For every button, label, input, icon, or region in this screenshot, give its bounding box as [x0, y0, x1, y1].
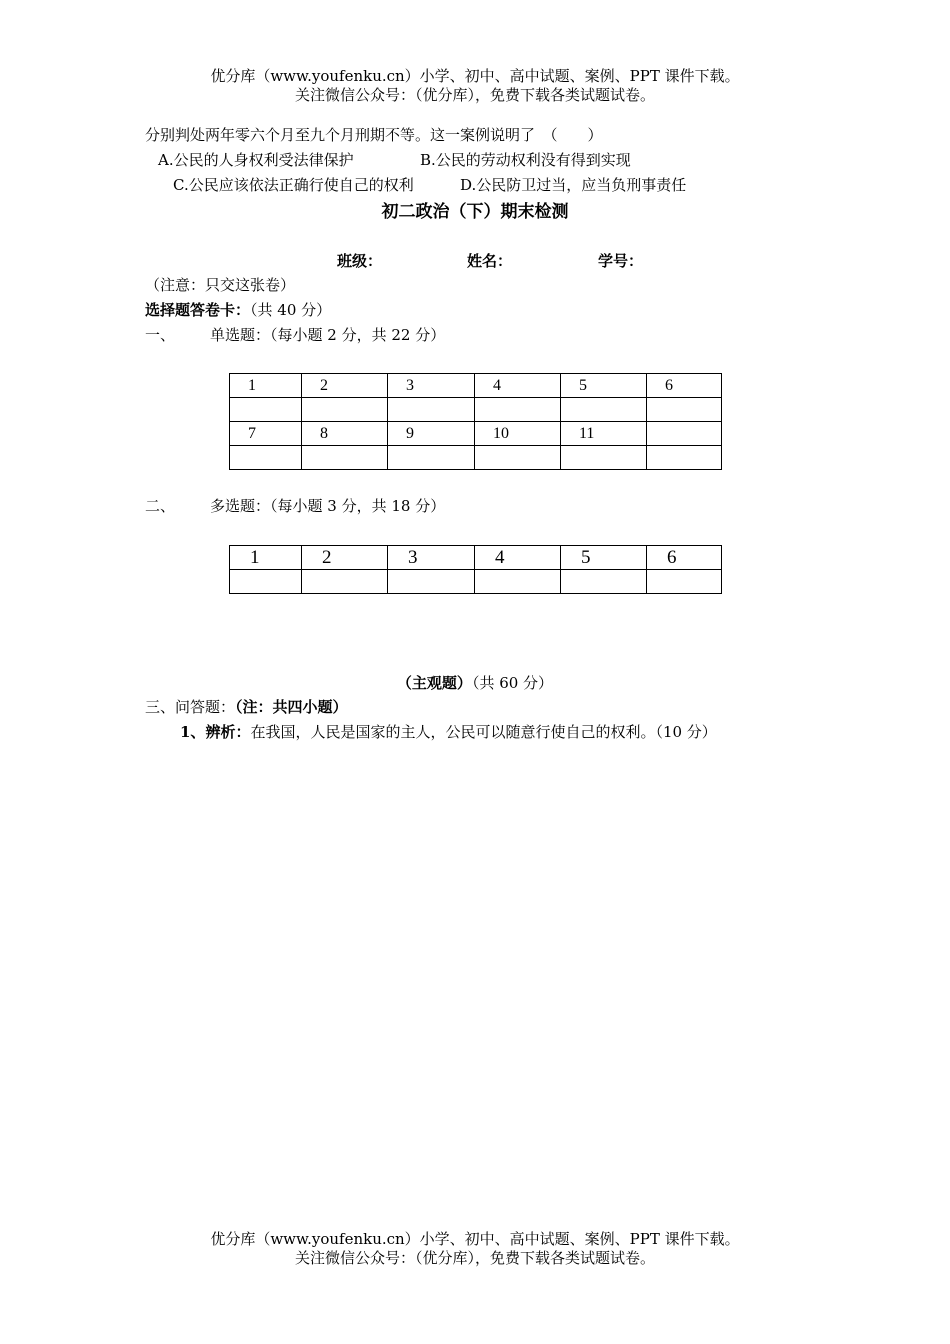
answer-card-label: 选择题答卷卡： [145, 301, 251, 319]
single-choice-heading [210, 326, 445, 344]
option-c: C.公民应该依法正确行使自己的权利 [173, 176, 414, 194]
question-number-cell: 9 [388, 422, 475, 446]
table-row [230, 374, 722, 398]
question-number-cell: 4 [475, 374, 561, 398]
question-1-text: 在我国，人民是国家的主人，公民可以随意行使自己的权利。（10 分） [250, 723, 717, 741]
answer-cell[interactable] [647, 446, 722, 470]
header-line-2: 关注微信公众号：（优分库），免费下载各类试题试卷。 [294, 86, 655, 104]
answer-cell[interactable] [561, 570, 647, 594]
question-number-cell: 1 [230, 374, 302, 398]
answer-cell[interactable] [475, 398, 561, 422]
single-choice-points: （每小题 2 分，共 22 分） [270, 326, 446, 344]
question-number-cell: 8 [302, 422, 388, 446]
qa-section-label: 三、问答题： [145, 698, 236, 716]
answer-cell[interactable] [475, 446, 561, 470]
subjective-points: （共 60 分） [471, 674, 554, 692]
qa-section-heading [145, 698, 348, 716]
question-1-type: 辨析： [205, 723, 251, 741]
answer-cell[interactable] [647, 398, 722, 422]
answer-cell[interactable] [475, 570, 561, 594]
option-a: A.公民的人身权利受法律保护 [158, 151, 354, 169]
subjective-title: （主观题） [396, 674, 472, 692]
answer-cell[interactable] [561, 398, 647, 422]
student-id-label: 学号： [598, 252, 644, 270]
answer-cell[interactable] [230, 446, 302, 470]
table-row [230, 546, 722, 570]
multi-choice-heading [210, 497, 445, 515]
question-number-cell: 3 [388, 546, 475, 570]
answer-cell[interactable] [388, 398, 475, 422]
answer-cell[interactable] [561, 446, 647, 470]
name-label: 姓名： [467, 252, 513, 270]
question-number-cell: 10 [475, 422, 561, 446]
question-number-cell [647, 422, 722, 446]
question-number-cell: 2 [302, 546, 388, 570]
answer-cell[interactable] [647, 570, 722, 594]
table-row [230, 446, 722, 470]
footer-line-2: 关注微信公众号：（优分库），免费下载各类试题试卷。 [294, 1249, 655, 1267]
multi-choice-number: 二、 [145, 497, 176, 515]
multi-choice-answer-table [229, 545, 722, 594]
question-number-cell: 5 [561, 374, 647, 398]
answer-cell[interactable] [230, 398, 302, 422]
multi-choice-label: 多选题： [210, 497, 271, 515]
answer-card-heading [145, 301, 331, 319]
answer-cell[interactable] [230, 570, 302, 594]
single-choice-number: 一、 [145, 326, 176, 344]
question-number-cell: 6 [647, 374, 722, 398]
question-number-cell: 2 [302, 374, 388, 398]
question-number-cell: 5 [561, 546, 647, 570]
exam-note: （注意：只交这张卷） [145, 276, 296, 294]
option-d: D.公民防卫过当，应当负刑事责任 [460, 176, 687, 194]
answer-cell[interactable] [302, 446, 388, 470]
answer-cell[interactable] [388, 446, 475, 470]
question-number-cell: 1 [230, 546, 302, 570]
question-1 [180, 723, 717, 741]
answer-cell[interactable] [302, 398, 388, 422]
answer-cell[interactable] [388, 570, 475, 594]
table-row [230, 398, 722, 422]
single-choice-answer-table [229, 373, 722, 470]
answer-card-points: （共 40 分） [250, 301, 332, 319]
subjective-heading [0, 674, 950, 692]
single-choice-label: 单选题： [210, 326, 271, 344]
option-b: B.公民的劳动权利没有得到实现 [420, 151, 631, 169]
footer-line-1: 优分库（www.youfenku.cn）小学、初中、高中试题、案例、PPT 课件下载。 [210, 1230, 740, 1248]
question-number-cell: 3 [388, 374, 475, 398]
question-number-cell: 6 [647, 546, 722, 570]
qa-section-note: （注：共四小题） [235, 698, 348, 716]
answer-cell[interactable] [302, 570, 388, 594]
question-number-cell: 11 [561, 422, 647, 446]
question-number-cell: 4 [475, 546, 561, 570]
question-number-cell: 7 [230, 422, 302, 446]
question-tail: 分别判处两年零六个月至九个月刑期不等。这一案例说明了 （ ） [145, 126, 603, 144]
exam-title: 初二政治（下）期末检测 [381, 202, 569, 222]
table-row [230, 422, 722, 446]
multi-choice-points: （每小题 3 分，共 18 分） [270, 497, 446, 515]
question-1-number: 1、 [180, 723, 206, 741]
table-row [230, 570, 722, 594]
class-label: 班级： [337, 252, 383, 270]
header-line-1: 优分库（www.youfenku.cn）小学、初中、高中试题、案例、PPT 课件下载。 [210, 67, 740, 85]
